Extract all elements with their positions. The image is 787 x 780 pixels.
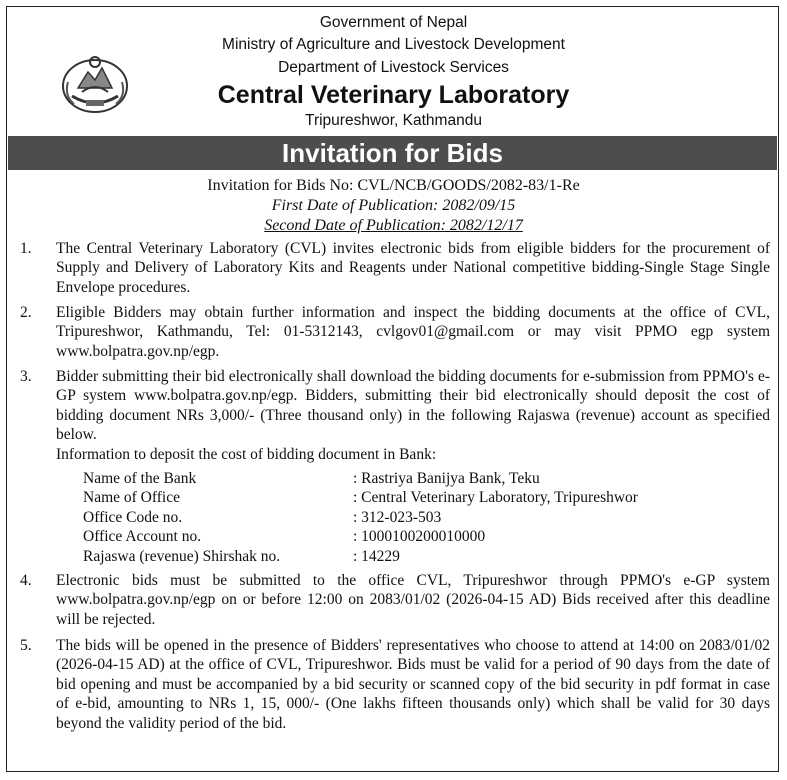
list-item: 5. The bids will be opened in the presence of Bidders' representatives who choose to attend at 14:00 on 2083/01/02 (2026-04-15 AD) at the office of CVL, Tripureshwor. Bids must be valid for a period of 90 days from the date of bid opening and must be accompanied by a bid security or scanned copy of the bid security in pdf format in case of e-bid, amounting to NRs 1, 15, 000/- (One lakhs fifteen thousands only) which shall be valid for 30 days beyond the validity period of the bid. [20, 637, 770, 732]
first-publication-date: First Date of Publication: 2082/09/15 [271, 197, 516, 214]
department-line: Department of Livestock Services [278, 59, 509, 76]
ministry-line: Ministry of Agriculture and Livestock Development [222, 36, 565, 53]
table-row: Name of Office : Central Veterinary Laboratory, Tripureshwor [83, 489, 638, 507]
list-item: 3. Bidder submitting their bid electronically shall download the bidding documents for e-submission from PPMO's e-GP system www.bolpatra.gov.np/egp. Bidders, submitting their bid electronically should deposit the cost of bidding document NRs 3,000/- (Three thousand only) in the following Rajaswa (revenue) account as specified below. Information to deposit the cost of bidding document in Bank: [20, 368, 770, 463]
list-item: 1. The Central Veterinary Laboratory (CVL) invites electronic bids from eligible bidders for the procurement of Supply and Delivery of Laboratory Kits and Reagents under National competitive bidding-Single Stage Single Envelope procedures. [20, 240, 770, 296]
list-item: 2. Eligible Bidders may obtain further information and inspect the bidding documents at the office of CVL, Tripureshwor, Kathmandu, Tel: 01-5312143, cvlgov01@gmail.com or may visit PPMO egp system www.bolpatra.gov.np/egp. [20, 304, 770, 360]
location-line: Tripureshwor, Kathmandu [305, 112, 482, 129]
list-item: 4. Electronic bids must be submitted to the office CVL, Tripureshwor through PPMO's e-GP system www.bolpatra.gov.np/egp on or before 12:00 on 2083/01/02 (2026-04-15 AD) Bids received after this deadline will be rejected. [20, 572, 770, 628]
table-row: Office Account no. : 1000100200010000 [83, 528, 486, 546]
table-row: Office Code no. : 312-023-503 [83, 508, 442, 526]
bank-info-intro: Information to deposit the cost of bidding document in Bank: [56, 445, 437, 463]
lab-title: Central Veterinary Laboratory [217, 81, 570, 109]
bank-info-table [83, 469, 638, 566]
ifb-number: Invitation for Bids No: CVL/NCB/GOODS/2082-83/1-Re [207, 177, 580, 194]
table-row: Name of the Bank : Rastriya Banijya Bank, Teku [83, 470, 540, 487]
second-publication-date: Second Date of Publication: 2082/12/17 [264, 217, 523, 234]
invitation-banner: Invitation for Bids [8, 136, 777, 170]
government-line: Government of Nepal [319, 14, 468, 31]
table-row: Rajaswa (revenue) Shirshak no. : 14229 [83, 547, 400, 565]
